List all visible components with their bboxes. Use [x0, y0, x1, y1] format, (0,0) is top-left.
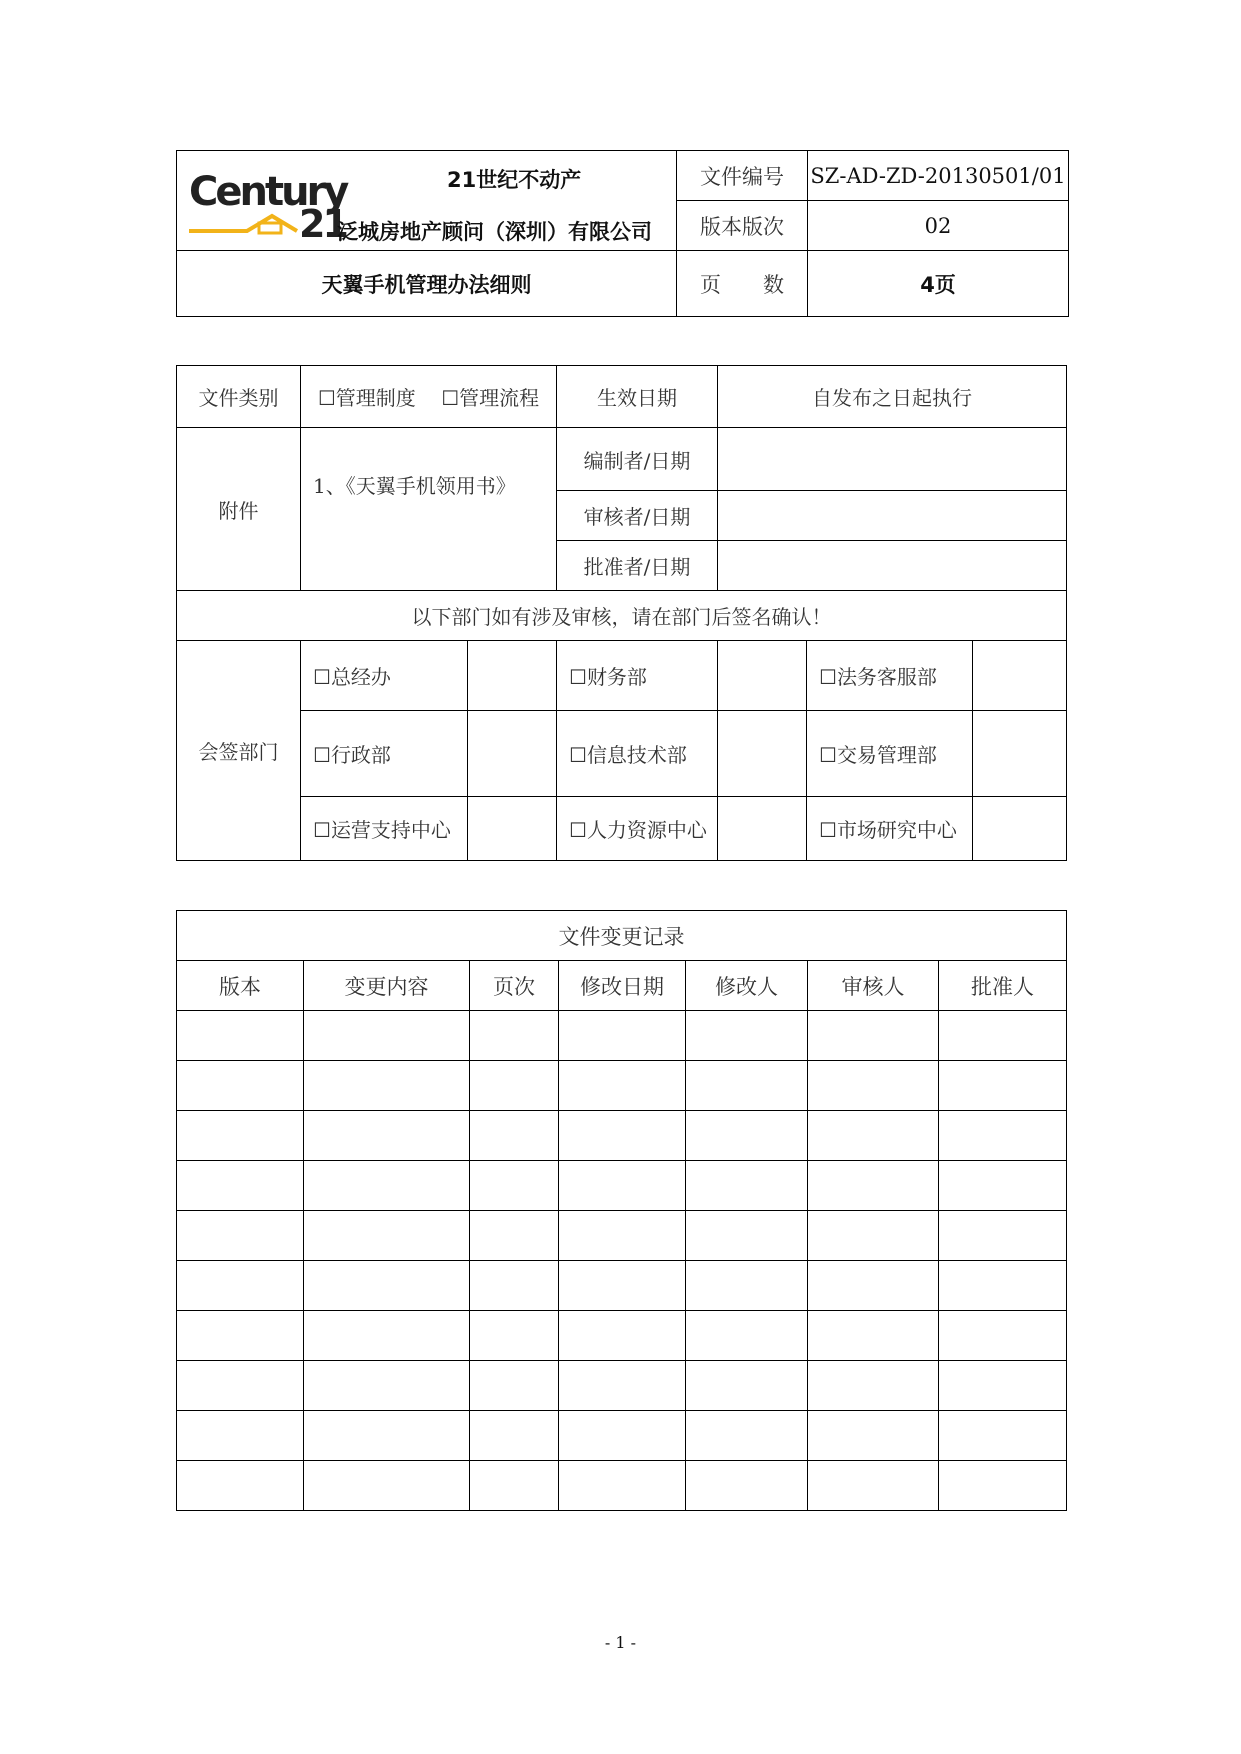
change-log-cell[interactable]: [686, 1361, 808, 1411]
dept-checkbox[interactable]: ☐ 法务客服部: [807, 641, 973, 711]
approver-label: 批准者/日期: [557, 541, 718, 591]
change-log-cell[interactable]: [808, 1461, 939, 1511]
attachment-label: 附件: [177, 428, 301, 591]
category-label: 文件类别: [177, 366, 301, 428]
change-log-cell[interactable]: [939, 1311, 1067, 1361]
change-log-cell[interactable]: [559, 1211, 686, 1261]
table-row: [177, 1161, 1067, 1211]
change-log-cell[interactable]: [559, 1061, 686, 1111]
category-option-management-process[interactable]: ☐ 管理流程: [441, 386, 539, 410]
change-log-cell[interactable]: [559, 1261, 686, 1311]
change-log-cell[interactable]: [808, 1161, 939, 1211]
change-log-cell[interactable]: [939, 1261, 1067, 1311]
change-log-cell[interactable]: [559, 1461, 686, 1511]
reviewer-value[interactable]: [718, 491, 1067, 541]
page-number: - 1 -: [604, 1633, 637, 1652]
effective-date-label: 生效日期: [557, 366, 718, 428]
change-log-cell[interactable]: [304, 1461, 470, 1511]
table-row: [177, 1311, 1067, 1361]
change-log-cell[interactable]: [177, 1411, 304, 1461]
change-log-cell[interactable]: [177, 1111, 304, 1161]
change-log-cell[interactable]: [808, 1361, 939, 1411]
change-log-cell[interactable]: [470, 1211, 559, 1261]
change-log-cell[interactable]: [939, 1061, 1067, 1111]
change-log-cell[interactable]: [304, 1411, 470, 1461]
change-log-cell[interactable]: [939, 1361, 1067, 1411]
file-number-label: 文件编号: [677, 151, 808, 201]
change-log-cell[interactable]: [177, 1261, 304, 1311]
column-header: 页次: [470, 961, 559, 1011]
file-number-value: SZ-AD-ZD-20130501/01: [808, 151, 1069, 201]
dept-signature[interactable]: [468, 797, 557, 861]
table-row: [177, 1361, 1067, 1411]
category-options: [301, 366, 557, 428]
change-log-cell[interactable]: [686, 1061, 808, 1111]
change-log-cell[interactable]: [808, 1261, 939, 1311]
change-log-cell[interactable]: [686, 1161, 808, 1211]
change-log-cell[interactable]: [686, 1411, 808, 1461]
change-log-cell[interactable]: [177, 1061, 304, 1111]
change-log-cell[interactable]: [304, 1361, 470, 1411]
dept-signature[interactable]: [718, 641, 807, 711]
table-row: [177, 1461, 1067, 1511]
dept-checkbox[interactable]: ☐ 总经办: [301, 641, 468, 711]
change-log-cell[interactable]: [470, 1311, 559, 1361]
dept-checkbox[interactable]: ☐ 运营支持中心: [301, 797, 468, 861]
change-log-cell[interactable]: [177, 1461, 304, 1511]
change-log-cell[interactable]: [559, 1011, 686, 1061]
change-log-cell[interactable]: [304, 1011, 470, 1061]
countersign-label: 会签部门: [177, 641, 301, 861]
table-row: [177, 1411, 1067, 1461]
change-log-cell[interactable]: [470, 1011, 559, 1061]
change-log-cell[interactable]: [304, 1161, 470, 1211]
change-log-cell[interactable]: [304, 1111, 470, 1161]
column-header: 审核人: [808, 961, 939, 1011]
change-log-header-row: [177, 961, 1067, 1011]
change-log-cell[interactable]: [808, 1211, 939, 1261]
column-header: 修改日期: [559, 961, 686, 1011]
pages-value: 4页: [808, 251, 1069, 317]
attachment-value: 1、《天翼手机领用书》: [301, 428, 557, 591]
column-header: 修改人: [686, 961, 808, 1011]
brand-name-cn: 21世纪不动产: [447, 168, 582, 192]
pages-label: 页 数: [677, 251, 808, 317]
dept-signature[interactable]: [468, 711, 557, 797]
svg-text:Century: Century: [189, 169, 347, 215]
change-log-cell[interactable]: [686, 1111, 808, 1161]
dept-signature[interactable]: [973, 641, 1067, 711]
change-log-cell[interactable]: [470, 1411, 559, 1461]
column-header: 变更内容: [304, 961, 470, 1011]
dept-checkbox[interactable]: ☐ 行政部: [301, 711, 468, 797]
dept-checkbox[interactable]: ☐ 信息技术部: [557, 711, 718, 797]
change-log-cell[interactable]: [808, 1111, 939, 1161]
reviewer-label: 审核者/日期: [557, 491, 718, 541]
change-log-cell[interactable]: [686, 1261, 808, 1311]
century-21-logo: [187, 161, 347, 246]
change-log-title: 文件变更记录: [177, 911, 1067, 961]
change-log-cell[interactable]: [939, 1011, 1067, 1061]
document-title: 天翼手机管理办法细则: [177, 251, 677, 317]
dept-signature[interactable]: [973, 797, 1067, 861]
company-logo-cell: [177, 151, 677, 251]
column-header: 版本: [177, 961, 304, 1011]
change-log-cell[interactable]: [304, 1261, 470, 1311]
dept-signature[interactable]: [718, 711, 807, 797]
svg-text:21: 21: [299, 202, 346, 246]
table-row: [177, 1261, 1067, 1311]
change-log-cell[interactable]: [808, 1311, 939, 1361]
change-log-cell[interactable]: [559, 1411, 686, 1461]
table-row: [177, 1011, 1067, 1061]
change-log-cell[interactable]: [559, 1311, 686, 1361]
change-log-cell[interactable]: [177, 1211, 304, 1261]
change-log-table: [176, 910, 1067, 1511]
dept-checkbox[interactable]: ☐ 财务部: [557, 641, 718, 711]
change-log-cell[interactable]: [808, 1411, 939, 1461]
table-row: [177, 1061, 1067, 1111]
change-log-cell[interactable]: [470, 1261, 559, 1311]
change-log-cell[interactable]: [686, 1311, 808, 1361]
change-log-cell[interactable]: [559, 1111, 686, 1161]
change-log-cell[interactable]: [470, 1161, 559, 1211]
change-log-cell[interactable]: [686, 1011, 808, 1061]
effective-date-value: 自发布之日起执行: [718, 366, 1067, 428]
change-log-cell[interactable]: [177, 1361, 304, 1411]
dept-signature[interactable]: [718, 797, 807, 861]
change-log-cell[interactable]: [470, 1361, 559, 1411]
document-header-table: [176, 150, 1069, 317]
change-log-cell[interactable]: [470, 1061, 559, 1111]
change-log-cell[interactable]: [808, 1061, 939, 1111]
dept-checkbox[interactable]: ☐ 交易管理部: [807, 711, 973, 797]
dept-signature[interactable]: [973, 711, 1067, 797]
change-log-cell[interactable]: [939, 1111, 1067, 1161]
countersign-notice: 以下部门如有涉及审核，请在部门后签名确认！: [177, 591, 1067, 641]
approver-value[interactable]: [718, 541, 1067, 591]
version-label: 版本版次: [677, 201, 808, 251]
change-log-cell[interactable]: [470, 1111, 559, 1161]
change-log-cell[interactable]: [939, 1461, 1067, 1511]
change-log-cell[interactable]: [304, 1061, 470, 1111]
dept-checkbox[interactable]: ☐ 人力资源中心: [557, 797, 718, 861]
change-log-cell[interactable]: [177, 1161, 304, 1211]
change-log-cell[interactable]: [470, 1461, 559, 1511]
change-log-cell[interactable]: [559, 1361, 686, 1411]
company-name: 泛城房地产顾问（深圳）有限公司: [337, 220, 652, 244]
change-log-cell[interactable]: [686, 1211, 808, 1261]
change-log-cell[interactable]: [939, 1411, 1067, 1461]
change-log-cell[interactable]: [939, 1161, 1067, 1211]
change-log-cell[interactable]: [939, 1211, 1067, 1261]
change-log-cell[interactable]: [686, 1461, 808, 1511]
version-value: 02: [808, 201, 1069, 251]
change-log-cell[interactable]: [304, 1311, 470, 1361]
change-log-cell[interactable]: [304, 1211, 470, 1261]
document-info-table: [176, 365, 1067, 861]
change-log-cell[interactable]: [177, 1311, 304, 1361]
author-label: 编制者/日期: [557, 428, 718, 491]
table-row: [177, 1111, 1067, 1161]
change-log-cell[interactable]: [559, 1161, 686, 1211]
category-option-management-system[interactable]: ☐ 管理制度: [318, 386, 416, 410]
column-header: 批准人: [939, 961, 1067, 1011]
change-log-cell[interactable]: [808, 1011, 939, 1061]
dept-signature[interactable]: [468, 641, 557, 711]
author-value[interactable]: [718, 428, 1067, 491]
table-row: [177, 1211, 1067, 1261]
dept-checkbox[interactable]: ☐ 市场研究中心: [807, 797, 973, 861]
change-log-cell[interactable]: [177, 1011, 304, 1061]
